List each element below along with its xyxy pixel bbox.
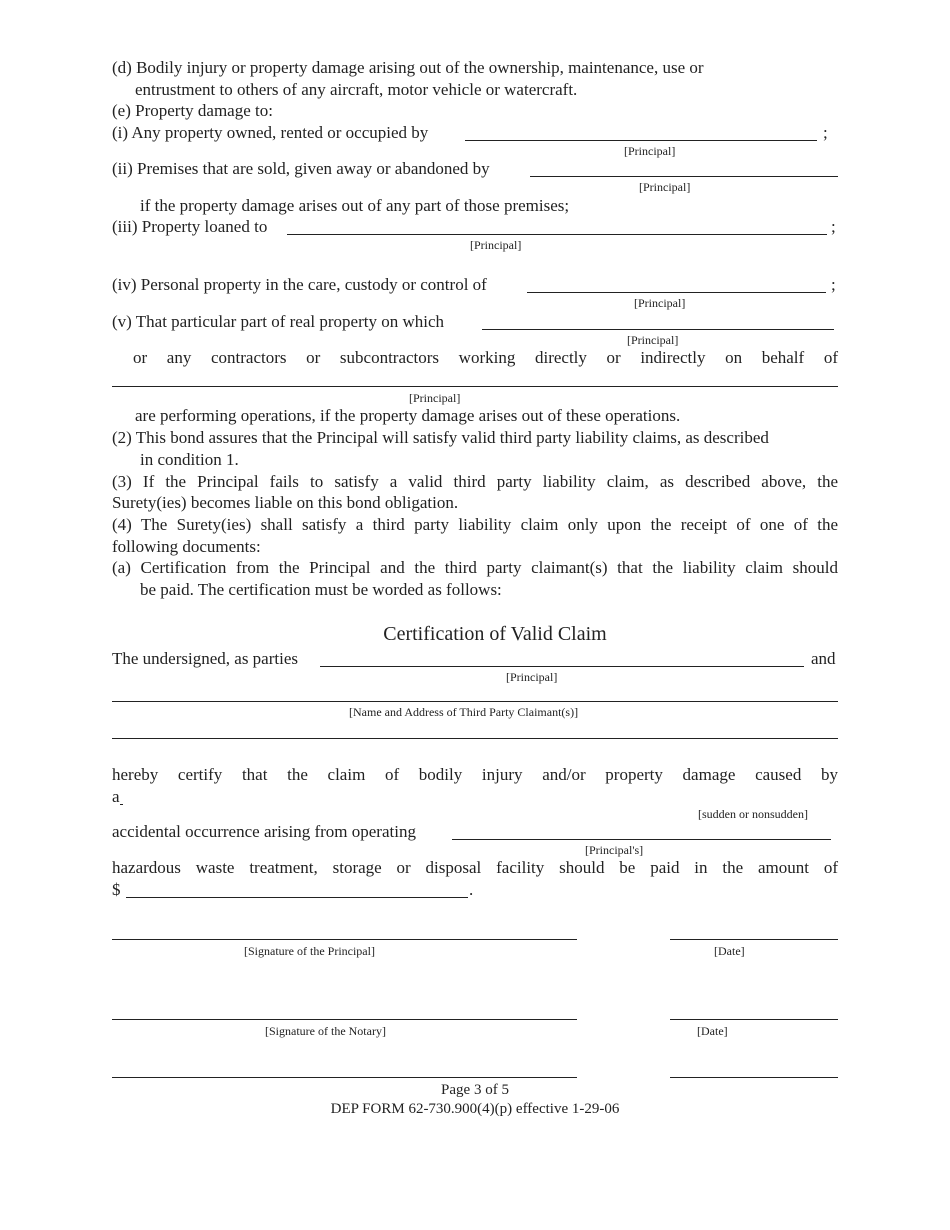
principal-blank-iv[interactable] <box>527 292 826 293</box>
form-number: DEP FORM 62-730.900(4)(p) effective 1-29-06 <box>330 1101 620 1117</box>
sudden-blank[interactable] <box>120 804 123 805</box>
clause-iii: (iii) Property loaned to <box>112 217 268 236</box>
notary-signature-line[interactable] <box>112 1019 577 1020</box>
principal-blank-v2[interactable] <box>112 386 838 387</box>
notary-date-label: [Date] <box>697 1024 728 1038</box>
principal-blank-ii[interactable] <box>530 176 838 177</box>
clause-v: (v) That particular part of real property on which <box>112 312 444 331</box>
clause-d-line1: (d) Bodily injury or property damage arising out of the ownership, maintenance, use or <box>112 58 704 77</box>
clause-ii-continued: if the property damage arises out of any part of those premises; <box>140 196 570 215</box>
principal-blank-parties[interactable] <box>320 666 804 667</box>
clause-d-line2: entrustment to others of any aircraft, motor vehicle or watercraft. <box>135 80 578 99</box>
principal-label-iii: [Principal] <box>470 238 522 252</box>
condition-a-line1: (a) Certification from the Principal and the third party claimant(s) that the liability claim should <box>112 558 838 577</box>
principal-label-iv: [Principal] <box>634 296 686 310</box>
principal-signature-label: [Signature of the Principal] <box>244 944 375 958</box>
principal-signature-line[interactable] <box>112 939 577 940</box>
claimant-blank-2[interactable] <box>112 738 838 739</box>
clause-i: (i) Any property owned, rented or occupied by <box>112 123 429 142</box>
amount-blank[interactable] <box>126 897 468 898</box>
principal-label-v2: [Principal] <box>409 391 461 405</box>
claimant-blank-1[interactable] <box>112 701 838 702</box>
principal-date-line[interactable] <box>670 939 838 940</box>
clause-ii: (ii) Premises that are sold, given away or abandoned by <box>112 159 490 178</box>
dollar-sign: $ <box>112 880 121 899</box>
condition-3-line2: Surety(ies) becomes liable on this bond obligation. <box>112 493 459 512</box>
accidental-line: accidental occurrence arising from operating <box>112 822 416 841</box>
condition-2-line2: in condition 1. <box>140 450 239 469</box>
principal-label-ii: [Principal] <box>639 180 691 194</box>
notary-date-line[interactable] <box>670 1019 838 1020</box>
notary-signature-label: [Signature of the Notary] <box>265 1024 386 1038</box>
condition-3-line1: (3) If the Principal fails to satisfy a valid third party liability claim, as described above, the <box>112 472 838 491</box>
and-text: and <box>811 649 836 668</box>
principal-date-label: [Date] <box>714 944 745 958</box>
semicolon-iii: ; <box>831 217 836 236</box>
semicolon-i: ; <box>823 123 828 142</box>
principals-label: [Principal's] <box>585 843 644 857</box>
claimant-label: [Name and Address of Third Party Claimant(s)] <box>349 705 579 719</box>
principal-blank-iii[interactable] <box>287 234 827 235</box>
condition-2-line1: (2) This bond assures that the Principal will satisfy valid third party liability claims, as described <box>112 428 769 447</box>
principal-blank-i[interactable] <box>465 140 817 141</box>
condition-a-line2: be paid. The certification must be worded as follows: <box>140 580 502 599</box>
condition-4-line1: (4) The Surety(ies) shall satisfy a third party liability claim only upon the receipt of one of the <box>112 515 838 534</box>
clause-v-continued2: are performing operations, if the property damage arises out of these operations. <box>135 406 681 425</box>
hazardous-line: hazardous waste treatment, storage or disposal facility should be paid in the amount of <box>112 858 838 877</box>
principal-blank-v[interactable] <box>482 329 834 330</box>
principals-blank[interactable] <box>452 839 831 840</box>
clause-iv: (iv) Personal property in the care, custody or control of <box>112 275 487 294</box>
principal-label-v: [Principal] <box>627 333 679 347</box>
principal-label-parties: [Principal] <box>506 670 558 684</box>
certification-title: Certification of Valid Claim <box>383 623 607 645</box>
condition-4-line2: following documents: <box>112 537 261 556</box>
extra-signature-line[interactable] <box>112 1077 577 1078</box>
parties-text: The undersigned, as parties <box>112 649 298 668</box>
certify-line: hereby certify that the claim of bodily injury and/or property damage caused by <box>112 765 838 784</box>
clause-v-continued: or any contractors or subcontractors working directly or indirectly on behalf of <box>133 348 838 367</box>
semicolon-iv: ; <box>831 275 836 294</box>
extra-date-line[interactable] <box>670 1077 838 1078</box>
article-a: a <box>112 787 120 806</box>
sudden-label: [sudden or nonsudden] <box>698 807 808 821</box>
clause-e: (e) Property damage to: <box>112 101 273 120</box>
principal-label-i: [Principal] <box>624 144 676 158</box>
page-number: Page 3 of 5 <box>441 1082 509 1098</box>
amount-period: . <box>469 880 474 899</box>
